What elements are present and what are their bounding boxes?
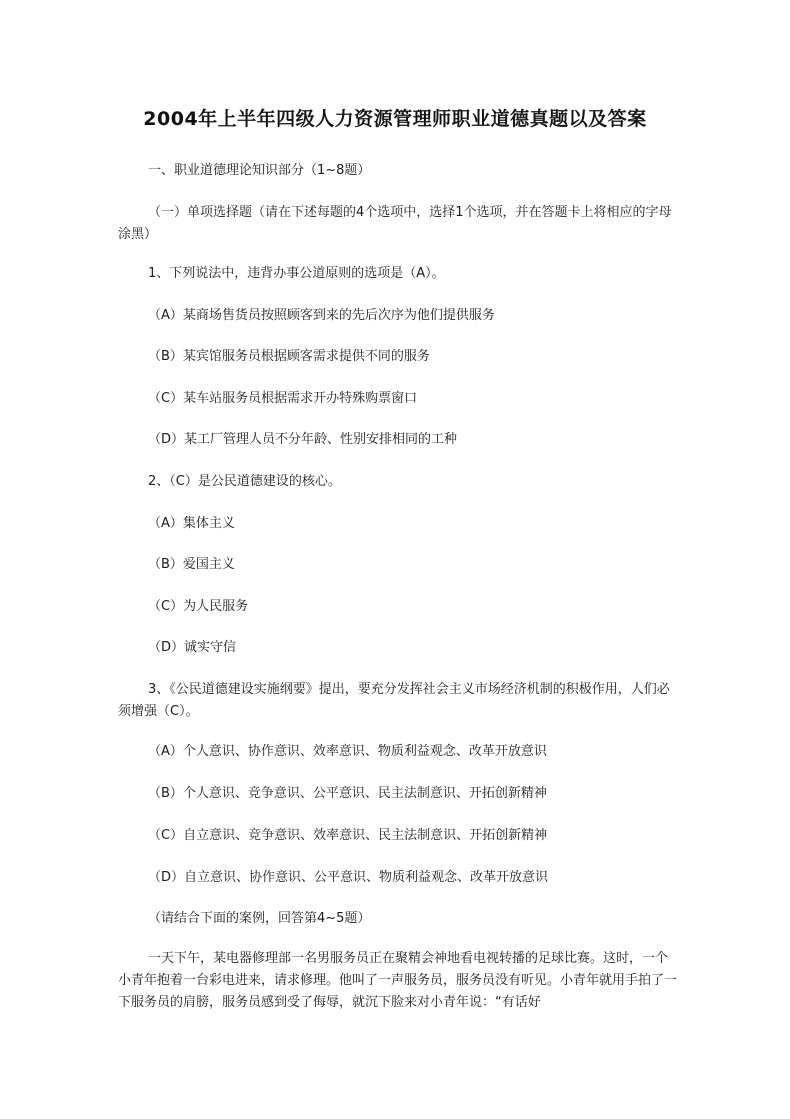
question-2-option-a: （A）集体主义 (148, 516, 235, 531)
question-3-option-b: （B）个人意识、竞争意识、公平意识、民主法制意识、开拓创新精神 (148, 786, 547, 801)
question-1-option-d: （D）某工厂管理人员不分年龄、性别安排相同的工种 (148, 432, 458, 447)
question-3-option-d: （D）自立意识、协作意识、公平意识、物质利益观念、改革开放意识 (148, 870, 549, 885)
question-2-option-b: （B）爱国主义 (148, 557, 235, 572)
case-text: 一天下午，某电器修理部一名男服务员正在聚精会神地看电视转播的足球比赛。这时，一个小青年抱着一台彩电进来，请求修理。他叫了一声服务员，服务员没有听见。小青年就用手拍了一下服务员的肩膀，服务员感到受了侮辱，就沉下脸来对小青年说：“有话好 (118, 951, 678, 1010)
case-prompt: （请结合下面的案例，回答第4~5题） (148, 911, 371, 926)
question-1-stem: 1、下列说法中，违背办事公道原则的选项是（A）。 (148, 266, 445, 281)
question-2-option-d: （D）诚实守信 (148, 640, 237, 655)
section-heading: 一、职业道德理论知识部分（1~8题） (148, 163, 371, 178)
instruction-text: （一）单项选择题（请在下述每题的4个选项中，选择1个选项，并在答题卡上将相应的字母涂黑） (118, 205, 672, 242)
question-2-option-c: （C）为人民服务 (148, 599, 249, 614)
question-1-option-a: （A）某商场售货员按照顾客到来的先后次序为他们提供服务 (148, 308, 495, 323)
question-3-option-c: （C）自立意识、竞争意识、效率意识、民主法制意识、开拓创新精神 (148, 828, 548, 843)
question-3-stem: 3、《公民道德建设实施纲要》提出，要充分发挥社会主义市场经济机制的积极作用，人们必须增强（C）。 (118, 682, 670, 719)
question-3-option-a: （A）个人意识、协作意识、效率意识、物质利益观念、改革开放意识 (148, 744, 547, 759)
question-1-option-c: （C）某车站服务员根据需求开办特殊购票窗口 (148, 391, 418, 406)
question-2-stem: 2、（C）是公民道德建设的核心。 (148, 474, 341, 489)
question-1-option-b: （B）某宾馆服务员根据顾客需求提供不同的服务 (148, 349, 430, 364)
page-title: 2004年上半年四级人力资源管理师职业道德真题以及答案 (143, 108, 647, 130)
